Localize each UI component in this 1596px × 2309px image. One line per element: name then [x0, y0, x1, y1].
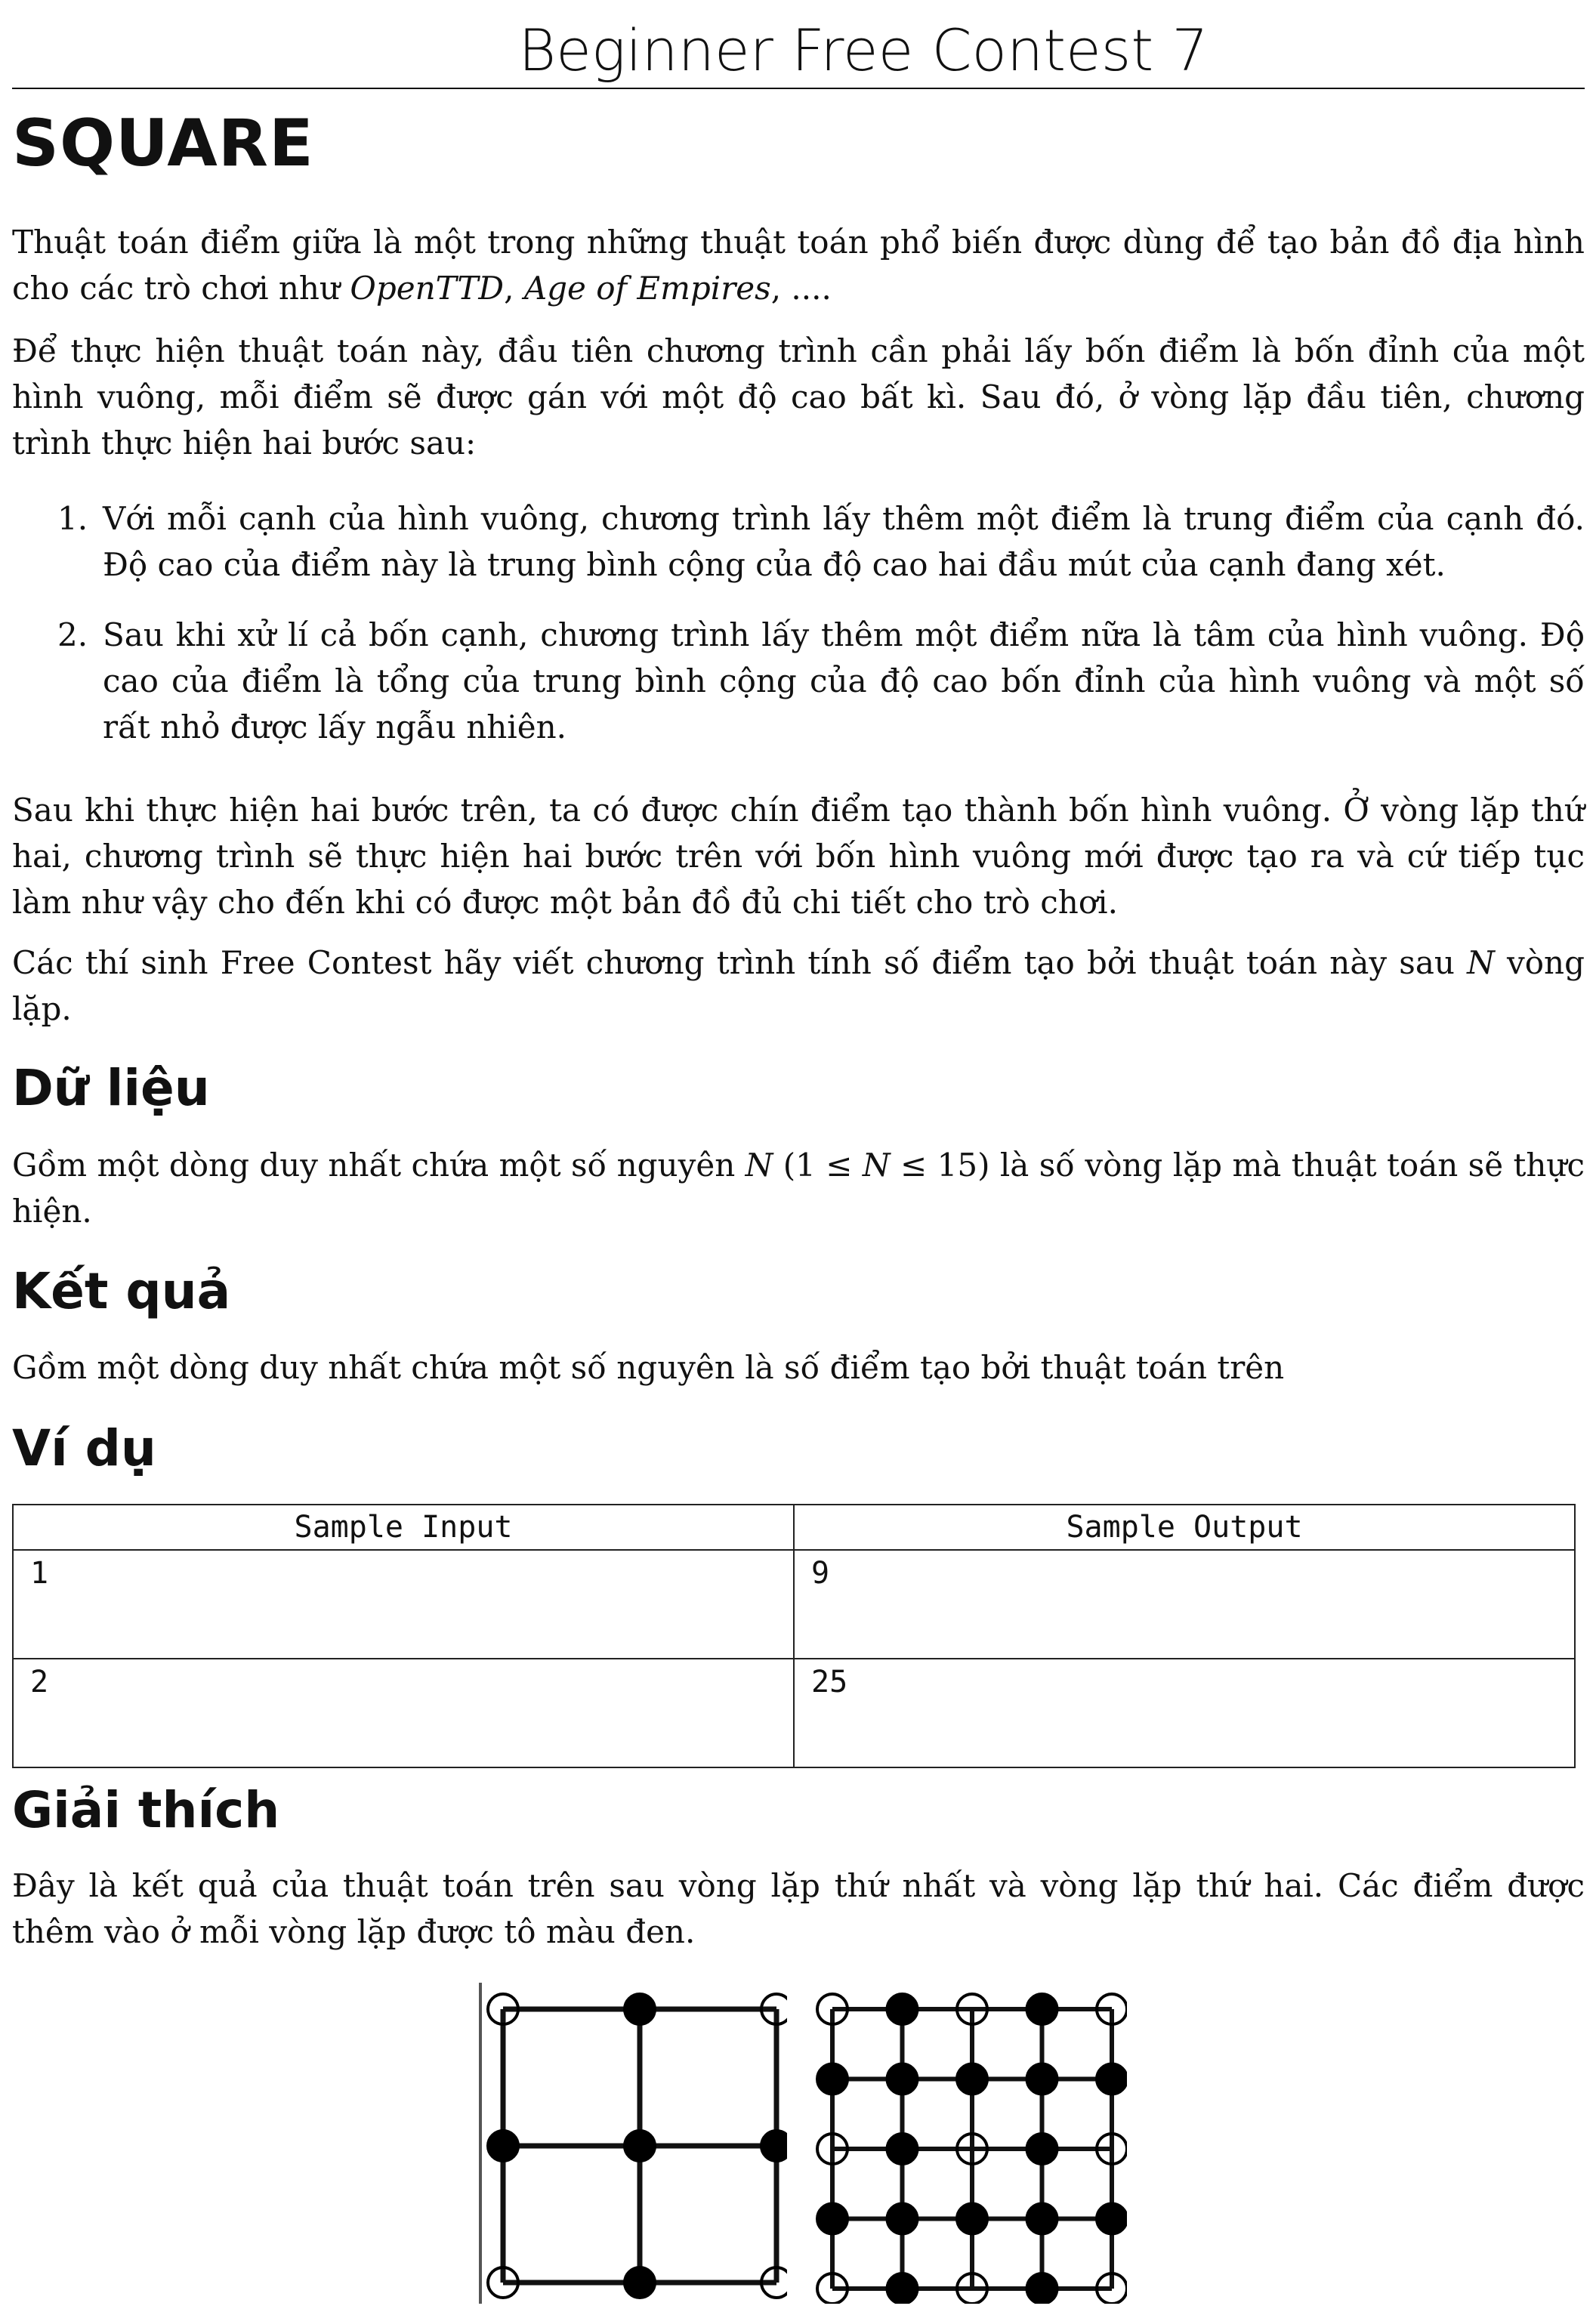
step-item: [57, 495, 1585, 588]
filled-node: [817, 2064, 847, 2094]
filled-node: [625, 2131, 655, 2161]
output-description: Gồm một dòng duy nhất chứa một số nguyên là số điểm tạo bởi thuật toán trên: [12, 1349, 1285, 1386]
filled-node: [1027, 2064, 1057, 2094]
output-heading: Kết quả: [12, 1262, 231, 1320]
filled-node: [488, 2131, 518, 2161]
contest-header: [12, 14, 1585, 89]
example-heading: Ví dụ: [12, 1419, 156, 1477]
filled-node: [1027, 2204, 1057, 2234]
filled-node: [625, 2267, 655, 2298]
filled-node: [888, 2274, 918, 2304]
step-number: 2.: [57, 616, 88, 653]
filled-node: [1097, 2064, 1127, 2094]
input-heading: Dữ liệu: [12, 1059, 210, 1117]
sample-output-cell: 25: [794, 1659, 1575, 1767]
sample-input-cell: 2: [13, 1659, 794, 1767]
iteration-1-figure: [470, 1983, 787, 2304]
input-description: Gồm một dòng duy nhất chứa một số nguyên N (1 ≤ N ≤ 15) là số vòng lặp mà thuật toán sẽ thực hiện.: [12, 1147, 1585, 1230]
filled-node: [888, 1994, 918, 2024]
filled-node: [888, 2134, 918, 2164]
step-text: Sau khi xử lí cả bốn cạnh, chương trình lấy thêm một điểm nữa là tâm của hình vuông. Độ cao của điểm là tổng của trung bình cộng của độ cao bốn đỉnh của hình vuông và một số rất nhỏ được lấy ngẫu nhiên.: [103, 616, 1585, 745]
step-item: [57, 612, 1585, 750]
table-row: [13, 1550, 1575, 1659]
column-header-output: Sample Output: [794, 1505, 1575, 1550]
statement-paragraph-2: Để thực hiện thuật toán này, đầu tiên chương trình cần phải lấy bốn điểm là bốn đỉnh của một hình vuông, mỗi điểm sẽ được gán với một độ cao bất kì. Sau đó, ở vòng lặp đầu tiên, chương trình thực hiện hai bước sau:: [12, 332, 1585, 461]
sample-output-cell: 9: [794, 1550, 1575, 1659]
problem-title: SQUARE: [12, 106, 314, 181]
filled-node: [1027, 2274, 1057, 2304]
filled-node: [625, 1994, 655, 2024]
table-row: [13, 1659, 1575, 1767]
step-text: Với mỗi cạnh của hình vuông, chương trình lấy thêm một điểm là trung điểm của cạnh đó. Độ cao của điểm này là trung bình cộng của độ cao hai đầu mút của cạnh đang xét.: [103, 500, 1585, 583]
filled-node: [957, 2064, 987, 2094]
filled-node: [1027, 2134, 1057, 2164]
sample-table: [12, 1504, 1576, 1768]
filled-node: [1097, 2204, 1127, 2234]
statement-paragraph-1: Thuật toán điểm giữa là một trong những thuật toán phổ biến được dùng để tạo bản đồ địa hình cho các trò chơi như OpenTTD, Age of Empires, ....: [12, 224, 1585, 307]
filled-node: [817, 2204, 847, 2234]
statement-paragraph-3: Sau khi thực hiện hai bước trên, ta có được chín điểm tạo thành bốn hình vuông. Ở vòng lặp thứ hai, chương trình sẽ thực hiện hai bước trên với bốn hình vuông mới được tạo ra và cứ tiếp tục làm như vậy cho đến khi có được một bản đồ đủ chi tiết cho trò chơi.: [12, 792, 1585, 921]
explanation-text: Đây là kết quả của thuật toán trên sau vòng lặp thứ nhất và vòng lặp thứ hai. Các điểm được thêm vào ở mỗi vòng lặp được tô màu đen.: [12, 1867, 1585, 1950]
statement-paragraph-4: Các thí sinh Free Contest hãy viết chương trình tính số điểm tạo bởi thuật toán này sau N vòng lặp.: [12, 944, 1585, 1027]
filled-node: [888, 2064, 918, 2094]
sample-table-header: [13, 1505, 1575, 1550]
contest-title: Beginner Free Contest 7: [518, 17, 1209, 84]
iteration-2-figure: [810, 1983, 1127, 2304]
filled-node: [957, 2204, 987, 2234]
filled-node: [1027, 1994, 1057, 2024]
column-header-input: Sample Input: [13, 1505, 794, 1550]
explanation-heading: Giải thích: [12, 1781, 280, 1839]
filled-node: [888, 2204, 918, 2234]
filled-node: [761, 2131, 787, 2161]
sample-input-cell: 1: [13, 1550, 794, 1659]
step-number: 1.: [57, 500, 88, 537]
